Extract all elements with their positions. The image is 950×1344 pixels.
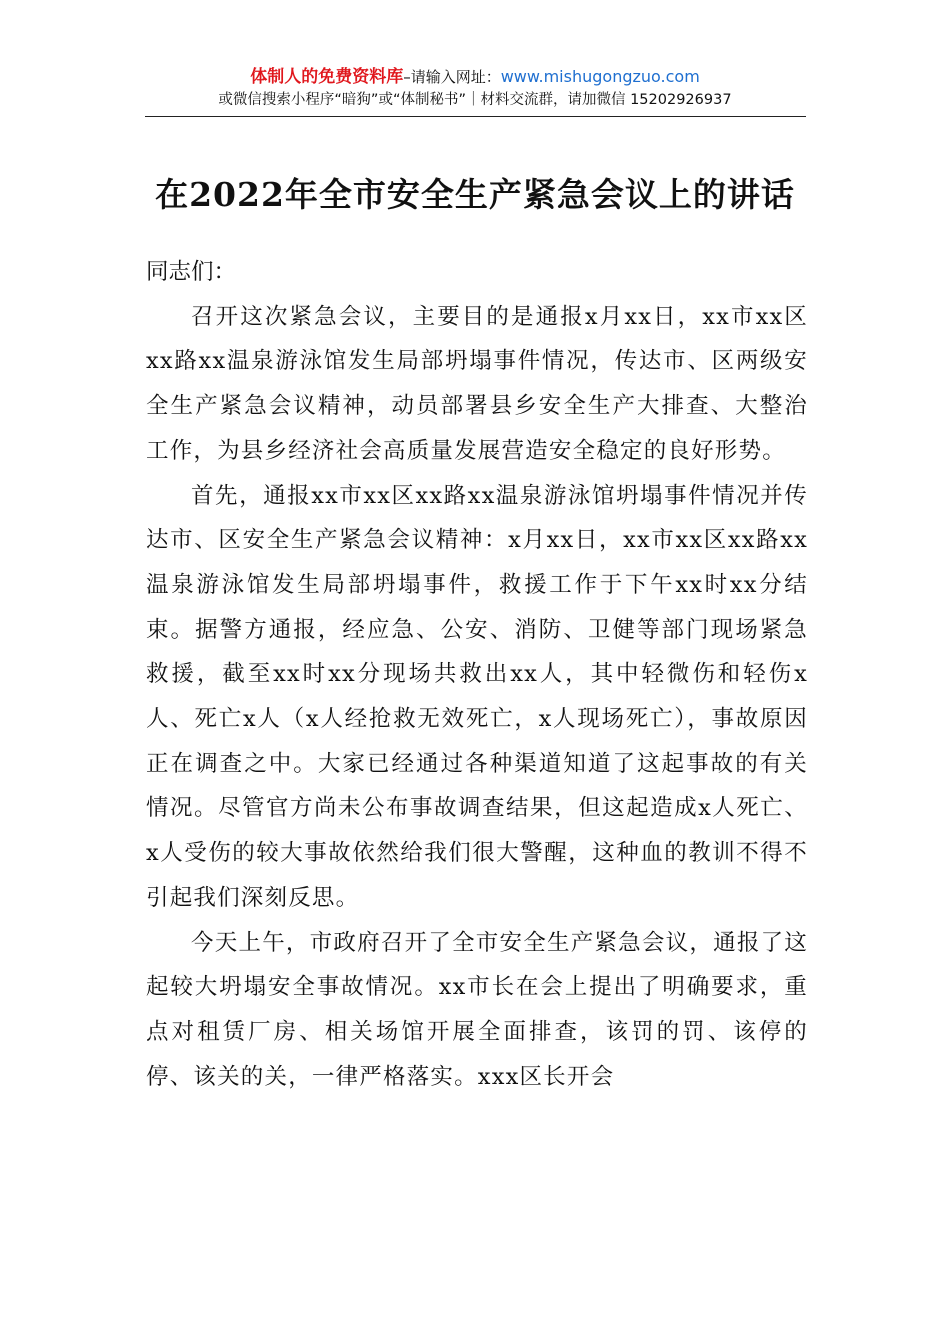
- paragraph-3: 今天上午，市政府召开了全市安全生产紧急会议，通报了这起较大坍塌安全事故情况。xx市长在会上提出了明确要求，重点对租赁厂房、相关场馆开展全面排查，该罚的罚、该停的停、该关的关，一律严格落实。xxx区长开会: [146, 929, 808, 1090]
- paragraph-2: 首先，通报xx市xx区xx路xx温泉游泳馆坍塌事件情况并传达市、区安全生产紧急会议精神：x月xx日，xx市xx区xx路xx温泉游泳馆发生局部坍塌事件，救援工作于下午xx时xx分结束。据警方通报，经应急、公安、消防、卫健等部门现场紧急救援，截至xx时xx分现场共救出xx人，其中轻微伤和轻伤x人、死亡x人（x人经抢救无效死亡，x人现场死亡），事故原因正在调查之中。大家已经通过各种渠道知道了这起事故的有关情况。尽管官方尚未公布事故调查结果，但这起造成x人死亡、x人受伤的较大事故依然给我们很大警醒，这种血的教训不得不引起我们深刻反思。: [146, 482, 808, 911]
- paragraph-1: 召开这次紧急会议，主要目的是通报x月xx日，xx市xx区xx路xx温泉游泳馆发生局部坍塌事件情况，传达市、区两级安全生产紧急会议精神，动员部署县乡安全生产大排查、大整治工作，为县乡经济社会高质量发展营造安全稳定的良好形势。: [146, 303, 808, 464]
- header-line-1: [145, 66, 805, 88]
- header-divider: [145, 116, 806, 117]
- header-brand: 体制人的免费资料库: [250, 67, 404, 87]
- salutation: 同志们：: [146, 259, 237, 285]
- document-title: 在2022年全市安全生产紧急会议上的讲话: [155, 175, 795, 214]
- page-header: [145, 66, 805, 111]
- header-url-link[interactable]: www.mishugongzuo.com: [500, 67, 700, 86]
- header-line-2: 或微信搜索小程序“暗狗”或“体制秘书”｜材料交流群，请加微信 15202926937: [218, 92, 732, 108]
- header-prompt: –请输入网址：: [403, 68, 501, 86]
- document-body: [146, 250, 808, 1099]
